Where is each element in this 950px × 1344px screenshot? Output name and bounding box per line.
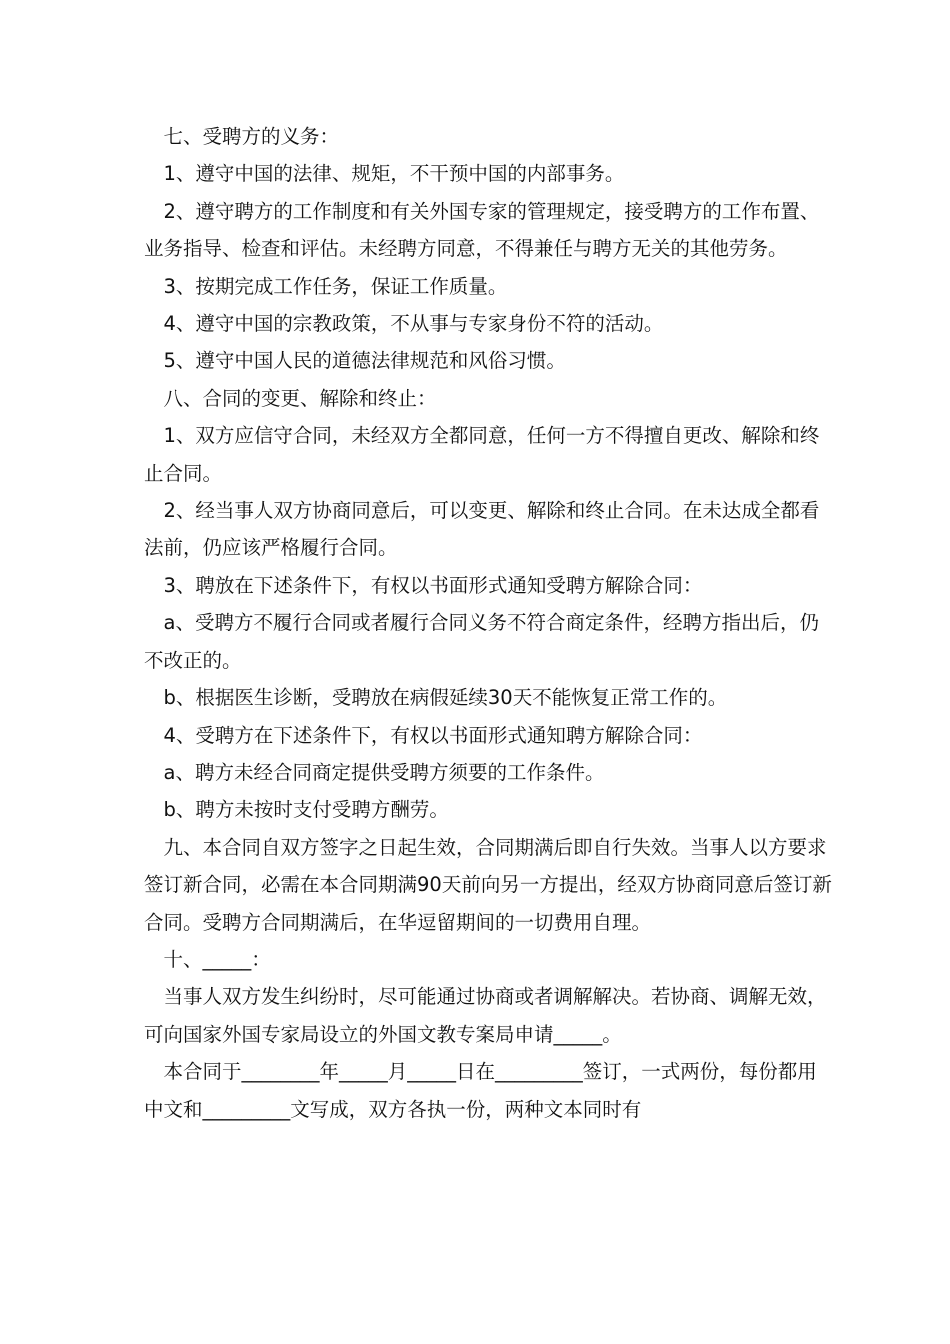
contract-body <box>144 118 834 1128</box>
clause-8-3-b: b、根据医生诊断，受聘放在病假延续30天不能恢复正常工作的。 <box>163 686 728 710</box>
clause-8-3: 3、聘放在下述条件下，有权以书面形式通知受聘方解除合同： <box>163 573 703 597</box>
dispute-clause: 当事人双方发生纠纷时，尽可能通过协商或者调解解决。若协商、调解无效，可向国家外国专家局设立的外国文教专案局申请_____。 <box>144 985 827 1046</box>
clause-7-4: 4、遵守中国的宗教政策，不从事与专家身份不符的活动。 <box>163 312 664 336</box>
clause-8-4: 4、受聘方在下述条件下，有权以书面形式通知聘方解除合同： <box>163 723 703 747</box>
clause-8-3-a: a、受聘方不履行合同或者履行合同义务不符合商定条件，经聘方指出后，仍不改正的。 <box>144 611 819 672</box>
clause-8-2: 2、经当事人双方协商同意后，可以变更、解除和终止合同。在未达成全都看法前，仍应该严格履行合同。 <box>144 499 820 560</box>
clause-7-2: 2、遵守聘方的工作制度和有关外国专家的管理规定，接受聘方的工作布置、业务指导、检查和评估。未经聘方同意，不得兼任与聘方无关的其他劳务。 <box>144 199 820 261</box>
section-9: 九、本合同自双方签字之日起生效，合同期满后即自行失效。当事人以方要求签订新合同，必需在本合同期满90天前向另一方提出，经双方协商同意后签订新合同。受聘方合同期满后，在华逗留期间的一切费用自理。 <box>144 835 832 934</box>
clause-7-3: 3、按期完成工作任务，保证工作质量。 <box>163 274 508 298</box>
clause-7-1: 1、遵守中国的法律、规矩，不干预中国的内部事务。 <box>163 162 625 186</box>
clause-7-5: 5、遵守中国人民的道德法律规范和风俗习惯。 <box>163 349 566 373</box>
section-8-heading: 八、合同的变更、解除和终止： <box>163 386 437 410</box>
clause-8-4-a: a、聘方未经合同商定提供受聘方须要的工作条件。 <box>163 760 605 784</box>
clause-8-4-b: b、聘方未按时支付受聘方酬劳。 <box>163 798 449 822</box>
section-7-heading: 七、受聘方的义务： <box>163 125 340 148</box>
signing-clause: 本合同于________年_____月_____日在_________签订，一式两份，每份都用中文和_________文写成，双方各执一份，两种文本同时有 <box>144 1060 817 1121</box>
clause-8-1: 1、双方应信守合同，未经双方全都同意，任何一方不得擅自更改、解除和终止合同。 <box>144 424 820 485</box>
section-10-heading: 十、_____： <box>163 947 271 971</box>
